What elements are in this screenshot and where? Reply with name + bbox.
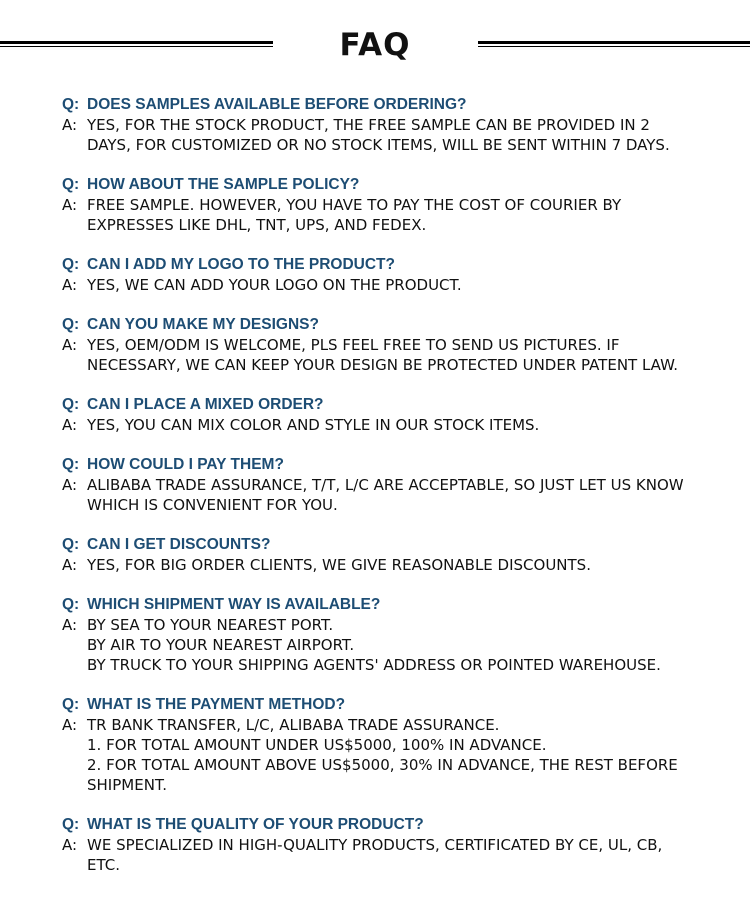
answer-prefix: A: — [62, 476, 78, 494]
faq-answer — [62, 555, 732, 575]
answer-line: YES, WE CAN ADD YOUR LOGO ON THE PRODUCT. — [87, 276, 462, 294]
faq-answer — [62, 195, 732, 235]
faq-item — [62, 695, 732, 795]
answer-line: WE SPECIALIZED IN HIGH-QUALITY PRODUCTS, CERTIFICATED BY CE, UL, CB, — [87, 836, 663, 854]
answer-prefix: A: — [62, 556, 78, 574]
faq-item — [62, 455, 732, 515]
question-prefix: Q: — [62, 456, 80, 473]
answer-line: ETC. — [87, 856, 121, 874]
faq-item — [62, 95, 732, 155]
faq-question — [62, 175, 732, 195]
faq-answer — [62, 415, 732, 435]
question-text: WHAT IS THE QUALITY OF YOUR PRODUCT? — [87, 816, 424, 833]
header-rule-right — [478, 41, 750, 48]
answer-text — [87, 415, 732, 435]
question-text: CAN I PLACE A MIXED ORDER? — [87, 396, 324, 413]
answer-text — [87, 715, 732, 795]
faq-item — [62, 595, 732, 675]
answer-line: YES, OEM/ODM IS WELCOME, PLS FEEL FREE TO SEND US PICTURES. IF — [87, 336, 620, 354]
question-prefix: Q: — [62, 96, 80, 113]
answer-text — [87, 555, 732, 575]
answer-text — [87, 835, 732, 875]
answer-prefix: A: — [62, 716, 78, 734]
question-text: DOES SAMPLES AVAILABLE BEFORE ORDERING? — [87, 96, 467, 113]
answer-prefix: A: — [62, 836, 78, 854]
question-text: WHAT IS THE PAYMENT METHOD? — [87, 696, 346, 713]
answer-line: 2. FOR TOTAL AMOUNT ABOVE US$5000, 30% IN ADVANCE, THE REST BEFORE — [87, 756, 678, 774]
answer-line: BY TRUCK TO YOUR SHIPPING AGENTS' ADDRESS OR POINTED WAREHOUSE. — [87, 656, 661, 674]
answer-line: 1. FOR TOTAL AMOUNT UNDER US$5000, 100% IN ADVANCE. — [87, 736, 547, 754]
faq-list — [62, 95, 732, 895]
question-text: CAN I ADD MY LOGO TO THE PRODUCT? — [87, 256, 395, 273]
faq-question — [62, 395, 732, 415]
answer-text — [87, 275, 732, 295]
answer-line: YES, FOR THE STOCK PRODUCT, THE FREE SAMPLE CAN BE PROVIDED IN 2 — [87, 116, 650, 134]
answer-line: BY AIR TO YOUR NEAREST AIRPORT. — [87, 636, 355, 654]
answer-line: FREE SAMPLE. HOWEVER, YOU HAVE TO PAY THE COST OF COURIER BY — [87, 196, 622, 214]
faq-item — [62, 315, 732, 375]
question-text: CAN YOU MAKE MY DESIGNS? — [87, 316, 319, 333]
faq-answer — [62, 335, 732, 375]
answer-line: BY SEA TO YOUR NEAREST PORT. — [87, 616, 334, 634]
answer-prefix: A: — [62, 616, 78, 634]
faq-question — [62, 535, 732, 555]
question-prefix: Q: — [62, 536, 80, 553]
answer-text — [87, 195, 732, 235]
question-prefix: Q: — [62, 176, 80, 193]
faq-answer — [62, 715, 732, 795]
faq-answer — [62, 615, 732, 675]
answer-line: YES, YOU CAN MIX COLOR AND STYLE IN OUR STOCK ITEMS. — [87, 416, 540, 434]
answer-line: EXPRESSES LIKE DHL, TNT, UPS, AND FEDEX. — [87, 216, 427, 234]
question-text: CAN I GET DISCOUNTS? — [87, 536, 271, 553]
faq-item — [62, 255, 732, 295]
answer-text — [87, 475, 732, 515]
answer-prefix: A: — [62, 276, 78, 294]
answer-text — [87, 615, 732, 675]
question-prefix: Q: — [62, 816, 80, 833]
answer-prefix: A: — [62, 416, 78, 434]
answer-line: YES, FOR BIG ORDER CLIENTS, WE GIVE REASONABLE DISCOUNTS. — [87, 556, 591, 574]
answer-text — [87, 335, 732, 375]
faq-question — [62, 315, 732, 335]
question-prefix: Q: — [62, 396, 80, 413]
faq-item — [62, 535, 732, 575]
question-prefix: Q: — [62, 596, 80, 613]
faq-answer — [62, 475, 732, 515]
question-prefix: Q: — [62, 696, 80, 713]
faq-item — [62, 815, 732, 875]
answer-line: WHICH IS CONVENIENT FOR YOU. — [87, 496, 338, 514]
answer-line: TR BANK TRANSFER, L/C, ALIBABA TRADE ASSURANCE. — [87, 716, 500, 734]
question-prefix: Q: — [62, 316, 80, 333]
answer-prefix: A: — [62, 336, 78, 354]
faq-item — [62, 175, 732, 235]
faq-answer — [62, 115, 732, 155]
faq-question — [62, 815, 732, 835]
question-text: HOW ABOUT THE SAMPLE POLICY? — [87, 176, 360, 193]
faq-question — [62, 695, 732, 715]
answer-line: ALIBABA TRADE ASSURANCE, T/T, L/C ARE ACCEPTABLE, SO JUST LET US KNOW — [87, 476, 684, 494]
answer-line: DAYS, FOR CUSTOMIZED OR NO STOCK ITEMS, WILL BE SENT WITHIN 7 DAYS. — [87, 136, 670, 154]
question-prefix: Q: — [62, 256, 80, 273]
faq-question — [62, 255, 732, 275]
faq-item — [62, 395, 732, 435]
faq-question — [62, 95, 732, 115]
answer-line: NECESSARY, WE CAN KEEP YOUR DESIGN BE PROTECTED UNDER PATENT LAW. — [87, 356, 678, 374]
answer-prefix: A: — [62, 116, 78, 134]
faq-answer — [62, 275, 732, 295]
question-text: WHICH SHIPMENT WAY IS AVAILABLE? — [87, 596, 381, 613]
faq-question — [62, 595, 732, 615]
answer-prefix: A: — [62, 196, 78, 214]
answer-text — [87, 115, 732, 155]
faq-question — [62, 455, 732, 475]
question-text: HOW COULD I PAY THEM? — [87, 456, 284, 473]
page-title: FAQ — [339, 27, 411, 63]
faq-header — [0, 0, 750, 80]
answer-line: SHIPMENT. — [87, 776, 168, 794]
faq-answer — [62, 835, 732, 875]
